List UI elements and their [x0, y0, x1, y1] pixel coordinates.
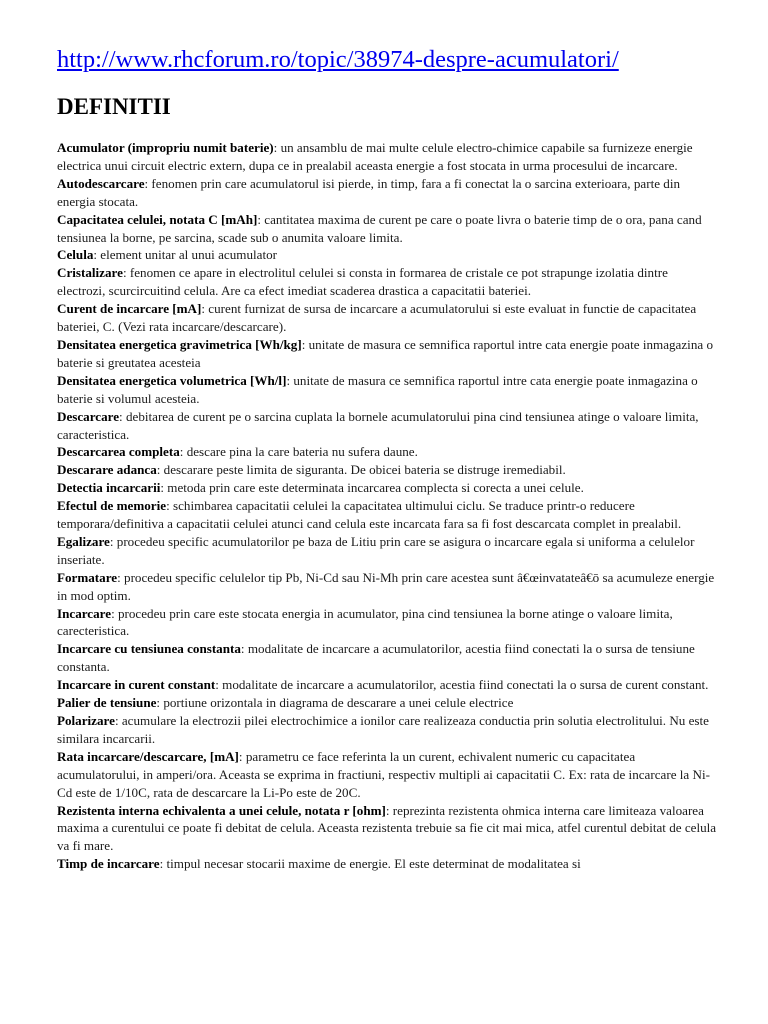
definition-item: [57, 802, 717, 856]
definition-text: : descarare peste limita de siguranta. De obicei bateria se distruge iremediabil.: [156, 462, 566, 478]
definition-text: : fenomen ce apare in electrolitul celulei si consta in formarea de cristale ce pot strapunge izolatia dintre electrozi, scurcircuitind celula. Are ca efect imediat scaderea drastica a capacitatii bateriei.: [57, 265, 668, 299]
definition-item: [57, 748, 717, 802]
definition-text: : un ansamblu de mai multe celule electro-chimice capabile sa furnizeze energie electrica unui circuit electric extern, dupa ce in prealabil aceasta energie a fost stocata in urma procesului de incarcare.: [57, 140, 693, 173]
definition-item: [57, 336, 717, 372]
definition-text: : unitate de masura ce semnifica raportul intre cata energie poate inmagazina o baterie si greutatea acesteia: [57, 336, 713, 370]
definition-term: Incarcare cu tensiunea constanta: [57, 641, 241, 657]
definition-item: [57, 533, 717, 569]
definition-text: : modalitate de incarcare a acumulatorilor, acestia fiind conectati la o sursa de tensiune constanta.: [57, 641, 695, 675]
definition-text: : metoda prin care este determinata incarcarea complecta si corecta a unei celule.: [160, 480, 584, 496]
definition-term: Timp de incarcare: [57, 856, 160, 872]
document-page: [57, 44, 717, 873]
definition-text: : cantitatea maxima de curent pe care o poate livra o baterie timp de o ora, pana cand tensiunea la borne, pe sarcina, scade sub o anumita valoare limita.: [57, 211, 702, 245]
definition-term: Densitatea energetica gravimetrica [Wh/kg]: [57, 336, 302, 352]
definition-item: [57, 175, 717, 211]
definition-term: Acumulator (impropriu numit baterie): [57, 140, 274, 155]
definition-item: [57, 676, 717, 694]
definition-item: [57, 569, 717, 605]
definition-item: [57, 479, 717, 497]
definition-text: : acumulare la electrozii pilei electrochimice a ionilor care realizeaza conductia prin solutia electrolitului. Nu este similara incarcarii.: [57, 713, 709, 746]
definition-text: : descare pina la care bateria nu sufera daune.: [179, 444, 418, 460]
definition-item: [57, 372, 717, 408]
definition-text: : portiune orizontala in diagrama de descarare a unei celule electrice: [156, 695, 514, 711]
definition-term: Efectul de memorie: [57, 498, 167, 514]
definition-text: : curent furnizat de sursa de incarcare a acumulatorului si este evaluat in functie de capacitatea bateriei, C. (Vezi rata incarcare/descarcare).: [57, 301, 697, 335]
definition-term: Incarcare: [57, 605, 112, 621]
definition-item: [57, 855, 717, 873]
definition-item: [57, 211, 717, 247]
definition-term: Descarcarea completa: [57, 444, 180, 460]
definition-term: Formatare: [57, 569, 118, 585]
definition-text: : fenomen prin care acumulatorul isi pierde, in timp, fara a fi conectat la o sarcina exterioara, parte din energia stocata.: [57, 175, 681, 209]
definition-text: : procedeu specific acumulatorilor pe baza de Litiu prin care se asigura o incarcare egala si uniforma a celulelor inseriate.: [57, 533, 695, 567]
definition-term: Cristalizare: [57, 265, 123, 281]
definition-text: : debitarea de curent pe o sarcina cuplata la bornele acumulatorului pina cind tensiunea atinge o valoare limita, caracteristica.: [57, 408, 699, 442]
definition-term: Descarcare: [57, 408, 120, 424]
definitions-list: [57, 139, 717, 873]
definition-item: [57, 246, 717, 264]
definition-text: : modalitate de incarcare a acumulatorilor, acestia fiind conectati la o sursa de curent constant.: [215, 677, 709, 693]
definition-text: : reprezinta rezistenta ohmica interna care limiteaza valoarea maxima a curentului ce poate fi debitat de celula. Aceasta rezistenta trebuie sa fie cit mai mica, atfel curentul debitat de celula va fi mare.: [57, 802, 717, 854]
definition-text: : unitate de masura ce semnifica raportul intre cata energie poate inmagazina o baterie si volumul acesteia.: [57, 372, 698, 406]
definition-term: Rata incarcare/descarcare, [mA]: [57, 748, 239, 764]
definition-term: Detectia incarcarii: [57, 480, 161, 496]
definition-item: [57, 139, 717, 175]
definition-item: [57, 694, 717, 712]
definition-item: [57, 443, 717, 461]
definition-term: Rezistenta interna echivalenta a unei celule, notata r [ohm]: [57, 802, 386, 818]
definition-term: Incarcare in curent constant: [57, 677, 216, 693]
definition-term: Celula: [57, 247, 94, 263]
definition-text: : parametru ce face referinta la un curent, echivalent numeric cu capacitatea acumulatorului, in amperi/ora. Aceasta se exprima in fractiuni, respectiv multipli ai capacitatii C. Ex: rata de incarcare la Ni-Cd este de 1/10C, rata de descarcare la Li-Po este de 20C.: [57, 748, 710, 800]
definition-term: Egalizare: [57, 533, 110, 549]
definition-item: [57, 640, 717, 676]
definition-term: Autodescarcare: [57, 175, 145, 191]
source-link[interactable]: http://www.rhcforum.ro/topic/38974-despre-acumulatori/: [57, 46, 619, 73]
definition-item: [57, 461, 717, 479]
definition-text: : procedeu specific celulelor tip Pb, Ni-Cd sau Ni-Mh prin care acestea sunt â€œinvatateâ€ō sa acumuleze energie in mod optim.: [57, 569, 715, 603]
definition-term: Palier de tensiune: [57, 695, 157, 711]
definition-item: [57, 408, 717, 444]
definition-item: [57, 300, 717, 336]
definition-term: Capacitatea celulei, notata C [mAh]: [57, 211, 258, 227]
definition-text: : schimbarea capacitatii celulei la capacitatea ultimului ciclu. Se traduce printr-o reducere temporara/definitiva a capacitatii celulei atunci cand celula este incarcata fara sa fi fost descarcata complet in prealabil.: [57, 498, 682, 532]
definition-item: [57, 264, 717, 300]
definition-item: [57, 605, 717, 641]
page-title: DEFINITII: [57, 94, 171, 119]
definition-item: [57, 497, 717, 533]
definition-item: [57, 712, 717, 748]
definition-text: : element unitar al unui acumulator: [93, 247, 277, 263]
definition-term: Descarare adanca: [57, 462, 157, 478]
definition-term: Densitatea energetica volumetrica [Wh/l]: [57, 372, 287, 388]
definition-term: Curent de incarcare [mA]: [57, 301, 202, 317]
definition-text: : procedeu prin care este stocata energia in acumulator, pina cind tensiunea la borne atinge o valoare limita, carecteristica.: [57, 605, 673, 639]
definition-text: : timpul necesar stocarii maxime de energie. El este determinat de modalitatea si: [159, 856, 581, 872]
definition-term: Polarizare: [57, 713, 115, 728]
